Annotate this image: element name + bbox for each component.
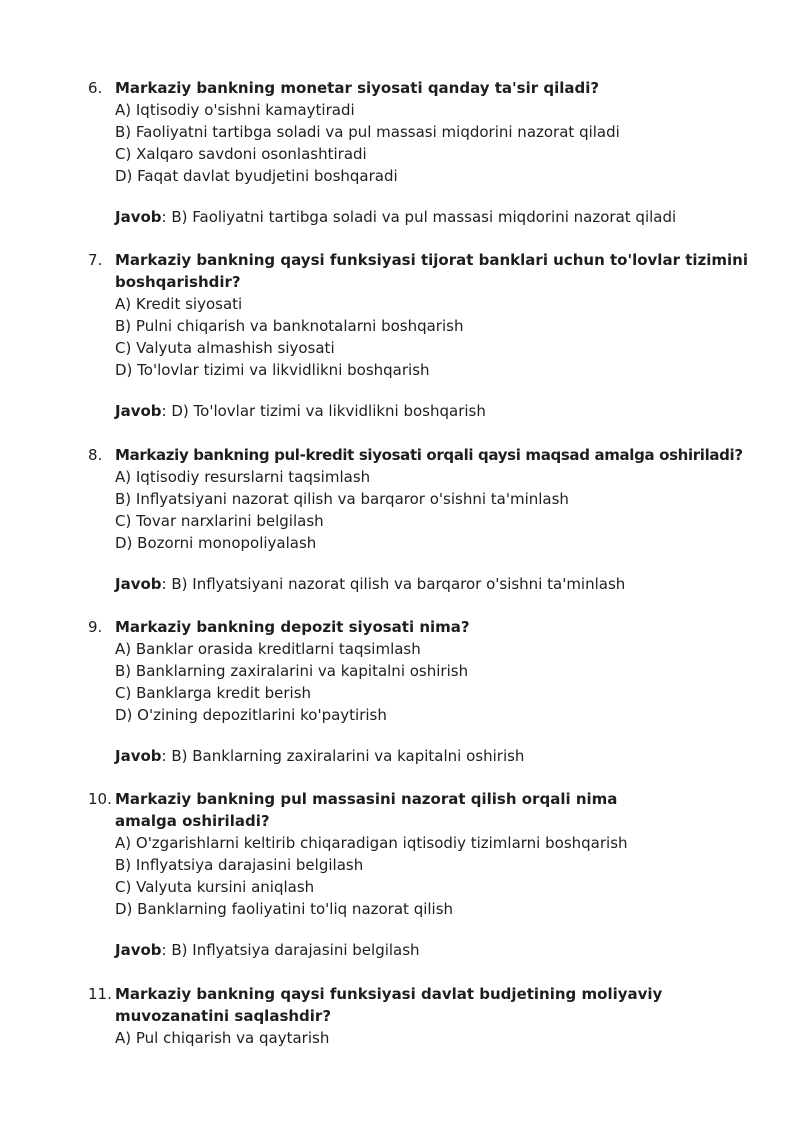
- option-a: A) Iqtisodiy o'sishni kamaytiradi: [115, 101, 355, 119]
- answer-text: B) Banklarning zaxiralarini va kapitalni oshirish: [171, 747, 525, 765]
- option-list: [88, 466, 748, 554]
- question-9: [88, 616, 748, 767]
- option-list: [88, 293, 748, 381]
- answer-text: B) Inflyatsiya darajasini belgilash: [171, 941, 420, 959]
- answer-label: Javob: [115, 402, 162, 420]
- question-10: [88, 788, 748, 961]
- answer-line: Javob: B) Faoliyatni tartibga soladi va pul massasi miqdorini nazorat qiladi: [115, 208, 677, 226]
- option-list: [88, 832, 748, 920]
- option-c: C) Valyuta kursini aniqlash: [115, 878, 315, 896]
- option-a: A) Banklar orasida kreditlarni taqsimlash: [115, 640, 421, 658]
- question-text: Markaziy bankning monetar siyosati qanday ta'sir qiladi?: [115, 79, 600, 97]
- option-a: A) O'zgarishlarni keltirib chiqaradigan iqtisodiy tizimlarni boshqarish: [115, 834, 628, 852]
- option-b: B) Inflyatsiyani nazorat qilish va barqaror o'sishni ta'minlash: [115, 490, 569, 508]
- question-text: Markaziy bankning qaysi funksiyasi tijorat banklari uchun to'lovlar tizimini boshqarishdir?: [115, 251, 748, 291]
- option-d: D) To'lovlar tizimi va likvidlikni boshqarish: [115, 361, 430, 379]
- question-heading: [88, 788, 748, 832]
- question-number: 6.: [88, 79, 103, 97]
- question-11: [88, 983, 748, 1049]
- option-d: D) Bozorni monopoliyalash: [115, 534, 317, 552]
- option-d: D) Faqat davlat byudjetini boshqaradi: [115, 167, 398, 185]
- question-7: [88, 249, 748, 422]
- answer-line: Javob: D) To'lovlar tizimi va likvidlikni boshqarish: [115, 402, 486, 420]
- question-heading: [88, 249, 748, 293]
- option-a: A) Iqtisodiy resurslarni taqsimlash: [115, 468, 371, 486]
- answer-line: Javob: B) Banklarning zaxiralarini va kapitalni oshirish: [115, 747, 525, 765]
- answer-line: Javob: B) Inflyatsiyani nazorat qilish va barqaror o'sishni ta'minlash: [115, 575, 626, 593]
- question-text: Markaziy bankning depozit siyosati nima?: [115, 618, 470, 636]
- option-b: B) Faoliyatni tartibga soladi va pul massasi miqdorini nazorat qiladi: [115, 123, 620, 141]
- answer-text: B) Inflyatsiyani nazorat qilish va barqaror o'sishni ta'minlash: [171, 575, 626, 593]
- option-list: [88, 1027, 748, 1049]
- answer-line: Javob: B) Inflyatsiya darajasini belgilash: [115, 941, 420, 959]
- question-text: Markaziy bankning qaysi funksiyasi davlat budjetining moliyaviy muvozanatini saqlashdir?: [115, 985, 663, 1025]
- question-text: Markaziy bankning pul massasini nazorat qilish orqali nima amalga oshiriladi?: [115, 790, 618, 830]
- question-number: 9.: [88, 618, 103, 636]
- question-heading: [88, 983, 748, 1027]
- answer-label: Javob: [115, 575, 162, 593]
- option-a: A) Kredit siyosati: [115, 295, 243, 313]
- option-list: [88, 99, 748, 187]
- question-heading: [88, 616, 748, 638]
- question-heading: [88, 77, 748, 99]
- question-6: [88, 77, 748, 228]
- option-d: D) Banklarning faoliyatini to'liq nazorat qilish: [115, 900, 454, 918]
- answer-label: Javob: [115, 208, 162, 226]
- answer-text: B) Faoliyatni tartibga soladi va pul massasi miqdorini nazorat qiladi: [171, 208, 677, 226]
- question-number: 11.: [88, 985, 112, 1003]
- question-text: Markaziy bankning pul-kredit siyosati orqali qaysi maqsad amalga oshiriladi?: [115, 446, 743, 464]
- option-d: D) O'zining depozitlarini ko'paytirish: [115, 706, 387, 724]
- option-c: C) Xalqaro savdoni osonlashtiradi: [115, 145, 367, 163]
- question-number: 7.: [88, 251, 103, 269]
- question-8: [88, 444, 748, 595]
- option-a: A) Pul chiqarish va qaytarish: [115, 1029, 330, 1047]
- question-number: 10.: [88, 790, 112, 808]
- question-heading: [88, 444, 748, 466]
- question-number: 8.: [88, 446, 103, 464]
- option-c: C) Valyuta almashish siyosati: [115, 339, 335, 357]
- option-b: B) Pulni chiqarish va banknotalarni boshqarish: [115, 317, 464, 335]
- answer-text: D) To'lovlar tizimi va likvidlikni boshqarish: [171, 402, 486, 420]
- option-c: C) Tovar narxlarini belgilash: [115, 512, 324, 530]
- option-c: C) Banklarga kredit berish: [115, 684, 312, 702]
- option-list: [88, 638, 748, 726]
- option-b: B) Banklarning zaxiralarini va kapitalni oshirish: [115, 662, 469, 680]
- answer-label: Javob: [115, 941, 162, 959]
- answer-label: Javob: [115, 747, 162, 765]
- option-b: B) Inflyatsiya darajasini belgilash: [115, 856, 364, 874]
